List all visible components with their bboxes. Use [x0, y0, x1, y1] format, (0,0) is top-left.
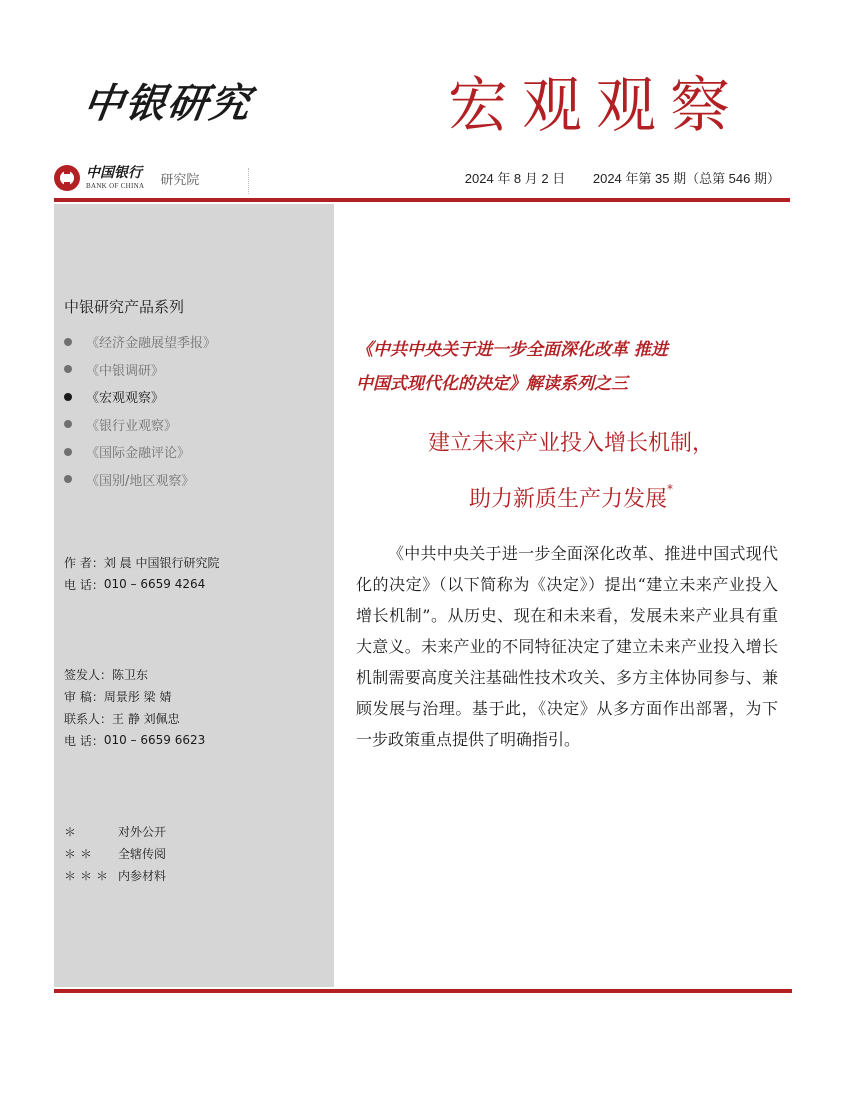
reviewer-value: 周景彤 梁 婧: [103, 689, 172, 704]
bullet-icon: [64, 393, 72, 401]
phone-label: 电 话：: [64, 733, 104, 748]
article-title-line-2: [356, 482, 786, 513]
series-line-2: 中国式现代化的决定》解读系列之三: [356, 374, 628, 394]
title-text: 助力新质生产力发展: [468, 487, 667, 512]
series-item[interactable]: 《银行业观察》: [64, 411, 216, 439]
phone-label: 电 话：: [64, 577, 104, 592]
bullet-icon: [64, 475, 72, 483]
classification-label: 内参材料: [118, 868, 167, 883]
phone-value: 010 – 6659 6623: [103, 733, 206, 747]
product-series-list: [64, 328, 216, 493]
author-value: 刘 晨 中国银行研究院: [103, 555, 220, 570]
footnote-marker: *: [667, 482, 673, 496]
series-item[interactable]: 《中银调研》: [64, 356, 216, 384]
article-abstract: 《中共中央关于进一步全面深化改革、推进中国式现代化的决定》（以下简称为《决定》）提出“建立未来产业投入增长机制”。从历史、现在和未来看，发展未来产业具有重大意义。未来产业的不同特征决定了建立未来产业投入增长机制需要高度关注基础性技术攻关、多方主体协同参与、兼顾发展与治理。基于此，《决定》从多方面作出部署，为下一步政策重点提供了明确指引。: [356, 544, 778, 749]
bank-name-en: BANK OF CHINA: [86, 182, 145, 190]
author-label: 作 者：: [64, 555, 104, 570]
article-title-line-1: 建立未来产业投入增长机制，: [427, 431, 714, 456]
classification-stars: ＊＊: [64, 846, 97, 861]
contact-label: 联系人：: [64, 711, 113, 726]
bullet-icon: [64, 448, 72, 456]
bullet-icon: [64, 338, 72, 346]
classification-stars: ＊: [64, 824, 81, 839]
series-item[interactable]: 《国际金融评论》: [64, 438, 216, 466]
header-separator: [248, 168, 249, 194]
signer-label: 签发人：: [64, 667, 113, 682]
article-series-title: [356, 333, 786, 401]
bank-name-cn: 中国银行: [86, 165, 142, 181]
bullet-icon: [64, 420, 72, 428]
publication-date: 2024 年 8 月 2 日: [464, 171, 566, 186]
classification-list: [64, 820, 166, 886]
bank-of-china-logo-icon: [54, 165, 80, 191]
brand-calligraphy: 中银研究: [80, 80, 255, 127]
series-item-active[interactable]: 《宏观观察》: [64, 383, 216, 411]
author-info: [64, 551, 219, 595]
series-item[interactable]: 《国别/地区观察》: [64, 466, 216, 494]
bullet-icon: [64, 365, 72, 373]
classification-label: 对外公开: [118, 824, 167, 839]
reviewer-label: 审 稿：: [64, 689, 104, 704]
bank-logo: [54, 162, 199, 194]
signer-value: 陈卫东: [112, 667, 149, 682]
series-line-1: 《中共中央关于进一步全面深化改革 推进: [356, 340, 668, 360]
contact-value: 王 静 刘佩忠: [112, 711, 180, 726]
approval-info: [64, 663, 205, 751]
issue-number: 2024 年第 35 期（总第 546 期）: [592, 171, 780, 186]
series-item[interactable]: 《经济金融展望季报》: [64, 328, 216, 356]
classification-label: 全辖传阅: [118, 846, 167, 861]
top-divider: [54, 198, 790, 202]
dateline: [441, 168, 780, 187]
publication-title: 宏观观察: [448, 71, 744, 141]
phone-value: 010 – 6659 4264: [103, 577, 206, 591]
sidebar-heading: 中银研究产品系列: [64, 298, 185, 316]
bottom-divider: [54, 989, 792, 993]
classification-stars: ＊＊＊: [64, 868, 113, 883]
institute-label: 研究院: [160, 171, 200, 187]
